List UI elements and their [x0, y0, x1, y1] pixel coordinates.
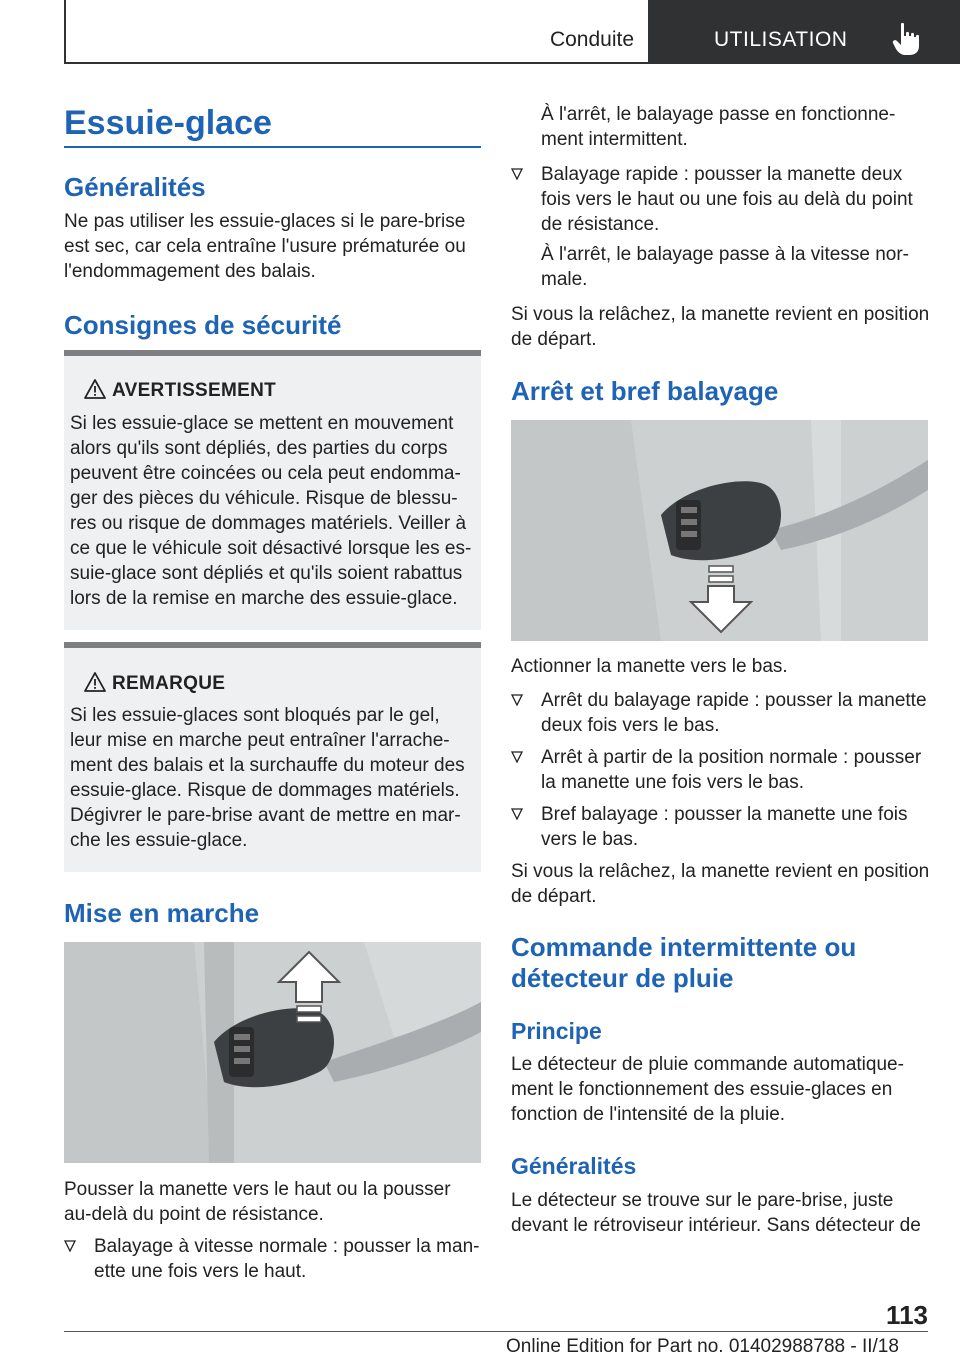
lever-up-illustration	[64, 942, 481, 1163]
lever-down-illustration	[511, 420, 928, 641]
generalites-heading: Généralités	[64, 172, 206, 202]
rapide-note	[541, 242, 929, 292]
generalites2-heading: Généralités	[511, 1153, 637, 1179]
arret-bullet	[511, 688, 929, 738]
text-line: che les essuie-glace.	[70, 830, 248, 851]
arret-caption: Actionner la manette vers le bas.	[511, 656, 788, 677]
arret-heading: Arrêt et bref balayage	[511, 376, 779, 406]
header-section-tab	[64, 0, 650, 64]
text-line: deux fois vers le bas.	[541, 715, 720, 736]
text-line: ette une fois vers le haut.	[94, 1261, 307, 1282]
text-line: Arrêt à partir de la position normale : pousser	[541, 747, 922, 768]
text-line: vers le bas.	[541, 829, 639, 850]
text-line: de résistance.	[541, 214, 660, 235]
header-chapter-label: UTILISATION	[714, 28, 848, 51]
text-line: alors qu'ils sont dépliés, des parties du corps	[70, 438, 448, 459]
bullet-triangle-icon	[64, 1240, 76, 1252]
principe-text	[511, 1052, 929, 1127]
mise-caption	[64, 1177, 481, 1227]
bullet-triangle-icon	[511, 168, 523, 180]
note-title: REMARQUE	[112, 673, 226, 694]
title-rule	[64, 146, 481, 148]
text-line: Si les essuie-glace se mettent en mouvement	[70, 413, 454, 434]
text-line: fonction de l'intensité de la pluie.	[511, 1104, 786, 1125]
text-line: Le détecteur de pluie commande automatique-	[511, 1054, 904, 1075]
rapide-bullet	[511, 162, 929, 237]
text-line: de départ.	[511, 886, 597, 907]
text-line: ment intermittent.	[541, 129, 688, 150]
warning-triangle-icon	[84, 672, 106, 692]
header-section-label: Conduite	[549, 28, 634, 51]
warning-box	[64, 350, 481, 630]
intermittent-note	[541, 102, 929, 152]
text-line: Balayage rapide : pousser la manette deux	[541, 164, 903, 185]
generalites-text	[64, 209, 481, 284]
warning-title: AVERTISSEMENT	[112, 380, 277, 401]
bullet-triangle-icon	[511, 694, 523, 706]
page-number: 113	[886, 1300, 928, 1330]
text-line: ger des pièces du véhicule. Risque de blessu-	[70, 488, 458, 509]
text-line: de départ.	[511, 329, 597, 350]
warning-triangle-icon	[84, 379, 106, 399]
text-line: fois vers le haut ou une fois au delà du point	[541, 189, 913, 210]
generalites2-text	[511, 1188, 929, 1238]
arret-bullet	[511, 745, 929, 795]
relache-text-1	[511, 302, 931, 352]
text-line: leur mise en marche peut entraîner l'arrache-	[70, 730, 450, 751]
text-line: au-delà du point de résistance.	[64, 1204, 324, 1225]
text-line: res ou risque de dommages matériels. Veiller à	[70, 513, 467, 534]
securite-heading: Consignes de sécurité	[64, 310, 342, 340]
heading-line: détecteur de pluie	[511, 963, 734, 993]
note-box-bar	[64, 642, 481, 648]
text-line: lors de la remise en marche des essuie-glace.	[70, 588, 458, 609]
text-line: est sec, car cela entraîne l'usure prématurée ou	[64, 236, 466, 257]
text-line: Arrêt du balayage rapide : pousser la manette	[541, 690, 927, 711]
principe-heading: Principe	[511, 1018, 602, 1044]
warning-box-bar	[64, 350, 481, 356]
mise-heading: Mise en marche	[64, 898, 260, 928]
header-chapter-tab	[650, 0, 960, 64]
text-line: peuvent être coincées ou cela peut endomma-	[70, 463, 461, 484]
mise-bullet	[64, 1234, 481, 1284]
warning-text	[70, 411, 480, 611]
text-line: Dégivrer le pare-brise avant de mettre en mar-	[70, 805, 461, 826]
note-text	[70, 703, 480, 853]
text-line: À l'arrêt, le balayage passe à la vitesse nor-	[541, 244, 909, 265]
relache-text-2	[511, 859, 931, 909]
text-line: Bref balayage : pousser la manette une fois	[541, 804, 908, 825]
text-line: essuie-glace. Risque de dommages matériels.	[70, 780, 460, 801]
text-line: ment le fonctionnement des essuie-glaces en	[511, 1079, 893, 1100]
text-line: male.	[541, 269, 588, 290]
text-line: Si vous la relâchez, la manette revient en position	[511, 304, 930, 325]
text-line: devant le rétroviseur intérieur. Sans détecteur de	[511, 1215, 921, 1236]
text-line: ce que le véhicule soit désactivé lorsque les es-	[70, 538, 472, 559]
hand-pointer-icon	[892, 22, 922, 56]
text-line: Si les essuie-glaces sont bloqués par le gel,	[70, 705, 440, 726]
bullet-triangle-icon	[511, 751, 523, 763]
footer-rule	[64, 1331, 928, 1332]
text-line: Ne pas utiliser les essuie-glaces si le pare-brise	[64, 211, 466, 232]
text-line: suie-glace sont dépliés et qu'ils soient rabattus	[70, 563, 463, 584]
page-title: Essuie-glace	[64, 104, 272, 142]
text-line: l'endommagement des balais.	[64, 261, 316, 282]
note-box	[64, 642, 481, 872]
text-line: Balayage à vitesse normale : pousser la man-	[94, 1236, 480, 1257]
text-line: ment des balais et la surchauffe du moteur des	[70, 755, 465, 776]
text-line: À l'arrêt, le balayage passe en fonctionne-	[541, 104, 896, 125]
text-line: Si vous la relâchez, la manette revient en position	[511, 861, 930, 882]
footer-edition: Online Edition for Part no. 01402988788 - II/18	[506, 1336, 899, 1357]
arret-bullet	[511, 802, 929, 852]
bullet-triangle-icon	[511, 808, 523, 820]
heading-line: Commande intermittente ou	[511, 932, 857, 962]
text-line: Pousser la manette vers le haut ou la pousser	[64, 1179, 451, 1200]
text-line: la manette une fois vers le bas.	[541, 772, 804, 793]
cmd-heading	[511, 932, 856, 994]
text-line: Le détecteur se trouve sur le pare-brise, juste	[511, 1190, 894, 1211]
